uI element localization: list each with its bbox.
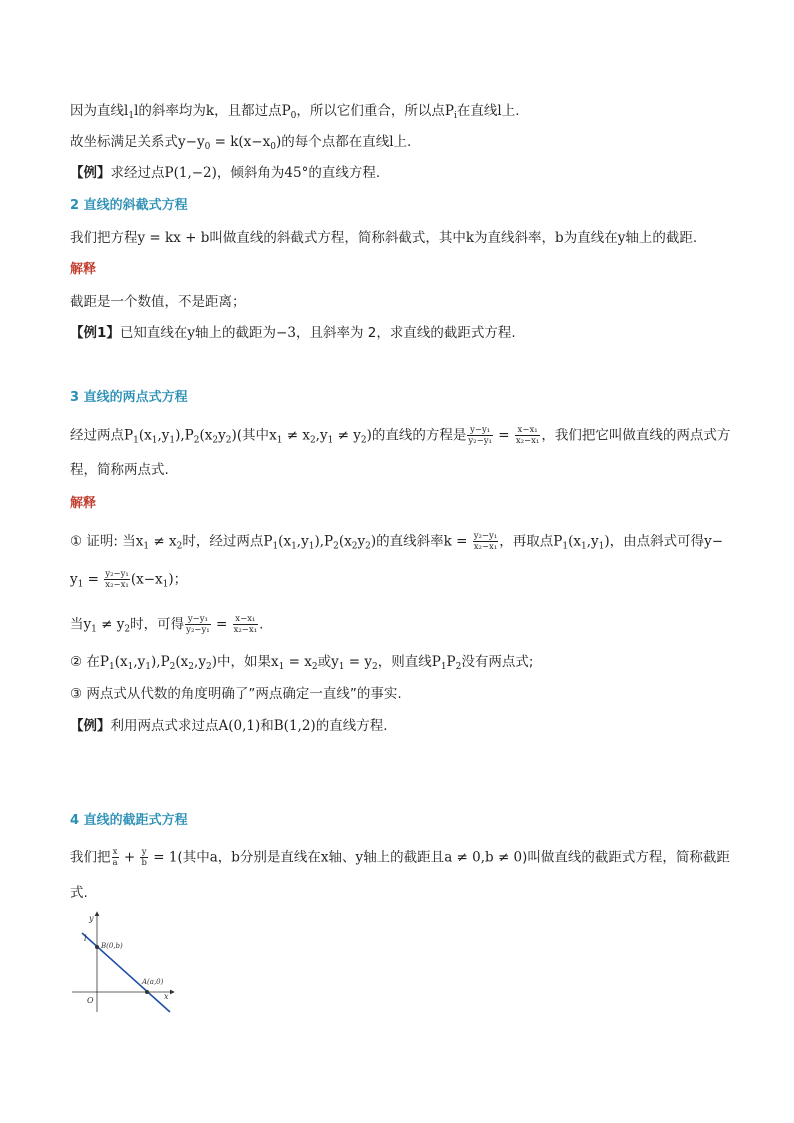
explanation-label-1: 解释 bbox=[70, 262, 97, 277]
fraction: $\frac{\text{x−x₁}}{\text{x₂−x₁}}$ bbox=[233, 614, 258, 635]
text-line-2: 故坐标满足关系式$y-y_0 = k(x-x_0)$的每个点都在直线l上. bbox=[70, 134, 412, 152]
text-line-8: 程，简称两点式. bbox=[70, 462, 169, 478]
fraction: $\frac{\text{y−y₁}}{\text{y₂−y₁}}$ bbox=[468, 425, 492, 446]
text-line-16: 式. bbox=[70, 885, 88, 901]
text-line-9: ① 证明: 当$x_1 \ne x_2$时，经过两点$P_1(x_1,y_1),P_2(x_2y_2)$的直线斜率k = $\frac{\text{y₂−y₁}}{\text{x₂−x₁}}$ ，再取点$P_1(x_1,y_1)$，由点斜式可得y− bbox=[70, 531, 724, 552]
origin-label: O bbox=[87, 996, 94, 1005]
fraction: $\frac{\text{x−x₁}}{\text{x₂−x₁}}$ bbox=[515, 425, 540, 446]
example-line-3: 【例】利用两点式求过点A(0,1)和B(1,2)的直线方程. bbox=[70, 718, 388, 734]
text-line-4: 我们把方程y = kx + b叫做直线的斜截式方程，简称斜截式，其中k为直线斜率，b为直线在y轴上的截距. bbox=[70, 230, 698, 246]
line-label: l bbox=[84, 934, 87, 943]
text-line-11: 当$y_1 \ne y_2$时，可得 $\frac{\text{y−y₁}}{\text{y₂−y₁}}$ = $\frac{\text{x−x₁}}{\text{x₂−x₁}}$ . bbox=[70, 614, 264, 635]
section-heading-3: 3 直线的两点式方程 bbox=[70, 390, 188, 405]
point-b-label: B(0,b) bbox=[101, 942, 123, 950]
y-axis-label: y bbox=[89, 914, 94, 923]
point-a-label: A(a,0) bbox=[142, 978, 164, 986]
text-line-1: 因为直线$l_1l$的斜率均为k，且都过点$P_0$，所以它们重合，所以点$P_i$在直线l上. bbox=[70, 103, 520, 121]
example-bracket: 【例1】 bbox=[70, 325, 120, 341]
example-bracket: 【例】 bbox=[70, 165, 111, 181]
example-bracket: 【例】 bbox=[70, 718, 111, 734]
fraction: $\frac{\text{y₂−y₁}}{\text{x₂−x₁}}$ bbox=[473, 531, 498, 552]
fraction: $\frac{\text{y₂−y₁}}{\text{x₂−x₁}}$ bbox=[105, 569, 129, 590]
text-line-5: 截距是一个数值，不是距离； bbox=[70, 294, 246, 310]
text-line-10: $y_1$ = $\frac{\text{y₂−y₁}}{\text{x₂−x₁}}$ $(x-x_1)$； bbox=[70, 569, 188, 590]
example-line-2: 【例1】已知直线在y轴上的截距为−3，且斜率为 2，求直线的截距式方程. bbox=[70, 325, 516, 341]
line-l bbox=[82, 933, 170, 1012]
text-line-7: 经过两点$P_1(x_1,y_1),P_2(x_2y_2)$(其中$x_1 \ne x_2,y_1 \ne y_2$)的直线的方程是 $\frac{\text{y−y₁}}{\text{y₂−y₁}}$ = $\frac{\text{x−x₁}}{\text{x₂−x₁}}$ ，我们把它叫做直线的两点式方 bbox=[70, 425, 731, 446]
point-a bbox=[145, 990, 149, 994]
explanation-label-2: 解释 bbox=[70, 496, 97, 511]
section-heading-4: 4 直线的截距式方程 bbox=[70, 813, 188, 828]
text-line-15: 我们把 $\frac{x}{a}$ + $\frac{y}{b}$ = 1(其中a，b分别是直线在x轴、y轴上的截距且a ≠ 0,b ≠ 0)叫做直线的截距式方程，简称截距 bbox=[70, 847, 730, 868]
fraction: $\frac{x}{a}$ bbox=[112, 847, 118, 868]
intercept-line-figure bbox=[66, 908, 178, 1016]
section-heading-2: 2 直线的斜截式方程 bbox=[70, 198, 188, 213]
example-line-1: 【例】求经过点P(1,−2)，倾斜角为45°的直线方程. bbox=[70, 165, 381, 181]
x-axis-label: x bbox=[164, 992, 169, 1001]
fraction: $\frac{y}{b}$ bbox=[141, 847, 147, 868]
fraction: $\frac{\text{y−y₁}}{\text{y₂−y₁}}$ bbox=[186, 614, 210, 635]
text-line-13: ③ 两点式从代数的角度明确了”两点确定一直线”的事实. bbox=[70, 686, 402, 702]
text-line-12: ② 在$P_1(x_1,y_1),P_2(x_2,y_2)$中，如果$x_1 = x_2$或$y_1 = y_2$，则直线$P_1P_2$没有两点式; bbox=[70, 654, 534, 672]
point-b bbox=[95, 945, 99, 949]
